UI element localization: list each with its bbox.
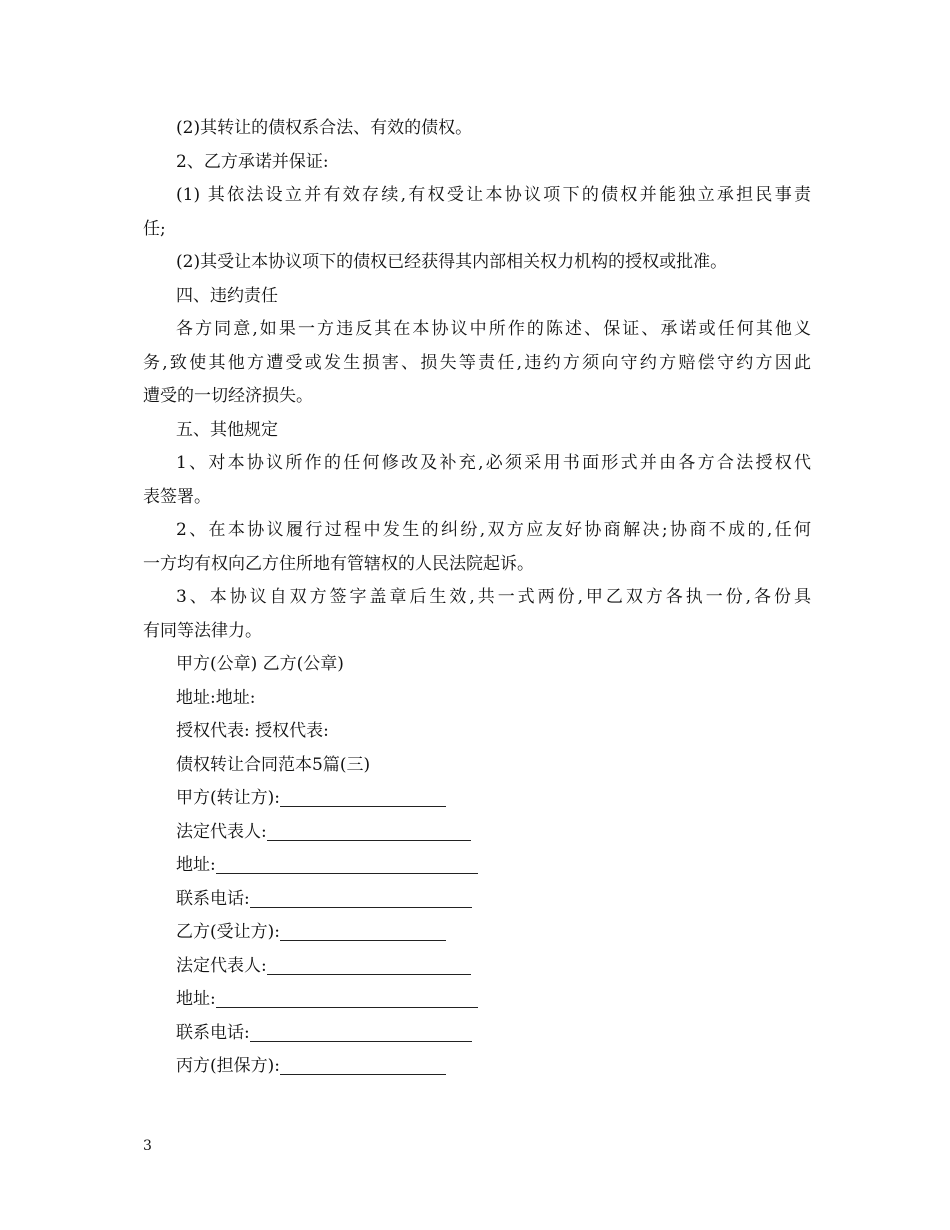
fill-in-blank: [250, 889, 472, 908]
paragraph-line: 2、乙方承诺并保证:: [176, 151, 329, 172]
paragraph-line: 一方均有权向乙方住所地有管辖权的人民法院起诉。: [143, 553, 534, 574]
paragraph-line: 任;: [143, 218, 166, 239]
paragraph-line: 各方同意,如果一方违反其在本协议中所作的陈述、保证、承诺或任何其他义: [176, 319, 811, 339]
fill-in-blank: [216, 855, 478, 874]
paragraph-line: 3、本协议自双方签字盖章后生效,共一式两份,甲乙双方各执一份,各份具: [176, 587, 811, 607]
paragraph-line: 2、在本协议履行过程中发生的纠纷,双方应友好协商解决;协商不成的,任何: [176, 520, 811, 540]
section-heading: 四、违约责任: [176, 285, 278, 306]
paragraph-line: 务,致使其他方遭受或发生损害、损失等责任,违约方须向守约方赔偿守约方因此: [143, 352, 811, 373]
fill-in-blank: [280, 788, 446, 807]
document-body: [143, 112, 811, 1084]
form-field-row: [143, 916, 811, 950]
paragraph-line: 1、对本协议所作的任何修改及补充,必须采用书面形式并由各方合法授权代: [176, 453, 811, 473]
field-label: 甲方(转让方):: [176, 788, 280, 808]
address-line: 地址:地址:: [176, 687, 256, 708]
fill-in-blank: [216, 989, 478, 1008]
fill-in-blank: [280, 1056, 446, 1075]
section-heading: 五、其他规定: [176, 419, 278, 440]
paragraph-line: 遭受的一切经济损失。: [143, 386, 313, 406]
form-field-row: [143, 849, 811, 883]
fill-in-blank: [280, 922, 446, 941]
form-field-row: [143, 983, 811, 1017]
fill-in-blank: [250, 1023, 472, 1042]
fill-in-blank: [267, 956, 471, 975]
form-field-row: [143, 883, 811, 917]
paragraph-line: 有同等法律力。: [143, 620, 262, 641]
field-label: 法定代表人:: [176, 955, 267, 976]
signature-line: 甲方(公章) 乙方(公章): [176, 654, 344, 674]
field-label: 丙方(担保方):: [176, 1056, 280, 1076]
representative-line: 授权代表: 授权代表:: [176, 721, 329, 741]
field-label: 乙方(受让方):: [176, 922, 280, 942]
form-field-row: [143, 782, 811, 816]
form-field-row: [143, 1050, 811, 1084]
form-field-row: [143, 816, 811, 850]
paragraph-line: (2)其受让本协议项下的债权已经获得其内部相关权力机构的授权或批准。: [176, 252, 728, 272]
page-number: 3: [143, 1138, 152, 1154]
paragraph-line: (1) 其依法设立并有效存续,有权受让本协议项下的债权并能独立承担民事责: [176, 185, 811, 205]
field-label: 地址:: [176, 855, 216, 875]
paragraph-line: (2)其转让的债权系合法、有效的债权。: [176, 118, 473, 138]
fill-in-blank: [267, 822, 471, 841]
field-label: 地址:: [176, 989, 216, 1009]
field-label: 联系电话:: [176, 888, 250, 909]
field-label: 法定代表人:: [176, 821, 267, 842]
form-field-row: [143, 950, 811, 984]
form-field-row: [143, 1017, 811, 1051]
section-title: 债权转让合同范本5篇(三): [176, 754, 371, 775]
paragraph-line: 表签署。: [143, 486, 211, 507]
field-label: 联系电话:: [176, 1022, 250, 1043]
